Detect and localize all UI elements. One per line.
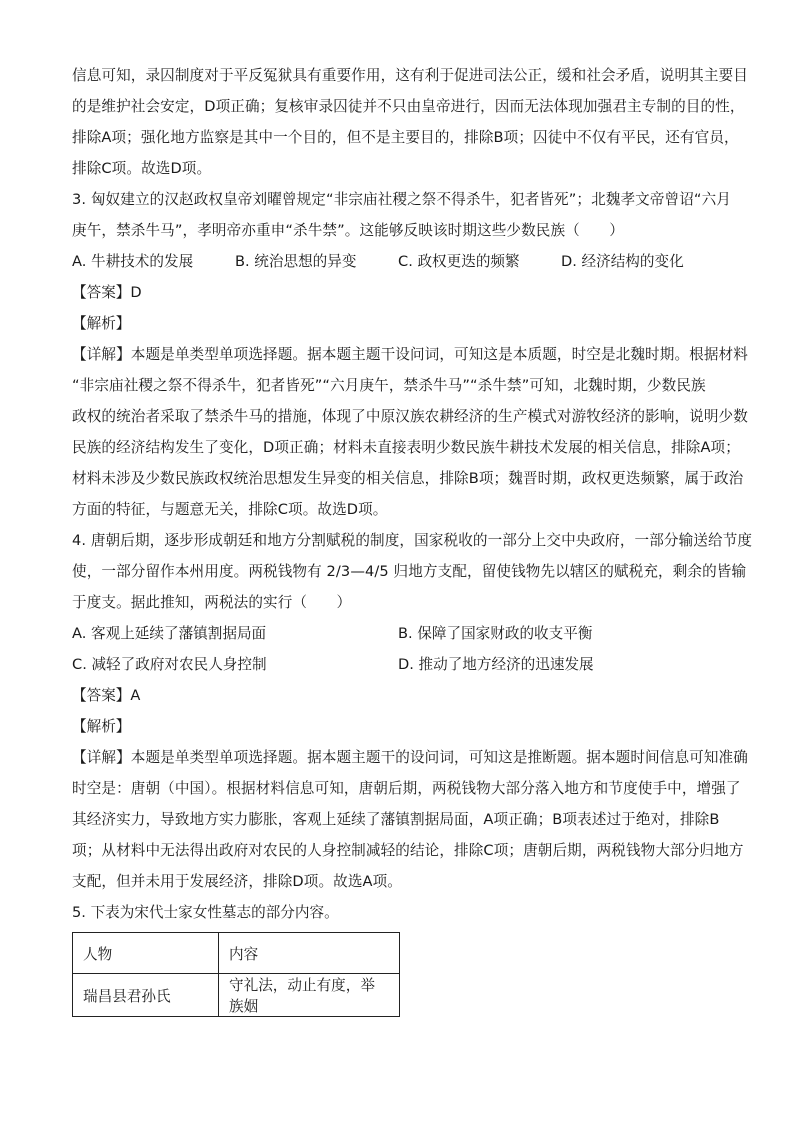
text-line: 排除A项；强化地方监察是其中一个目的，但不是主要目的，排除B项；囚徒中不仅有平民，还有官员， [72,129,739,146]
q3-detail [72,339,748,525]
text-line: 使，一部分留作本州用度。两税钱物有 2/3—4/5 归地方支配，留使钱物先以辖区的赋税充，剩余的皆输 [72,563,747,580]
q4-option-c: C. 减轻了政府对农民人身控制 [72,656,267,673]
text-line: 3. 匈奴建立的汉赵政权皇帝刘曜曾规定“非宗庙社稷之祭不得杀牛，犯者皆死”；北魏孝文帝曾诏“六月 [72,191,731,208]
text-line: 方面的特征，与题意无关，排除C项。故选D项。 [72,501,388,518]
text-line: 信息可知，录囚制度对于平反冤狱具有重要作用，这有利于促进司法公正，缓和社会矛盾，说明其主要目 [72,67,748,84]
q5-table [72,932,400,1017]
q4-option-a: A. 客观上延续了藩镇割据局面 [72,625,267,642]
q3-option-d: D. 经济结构的变化 [561,253,684,270]
text-line: 的是维护社会安定，D项正确；复核审录囚徒并不只由皇帝进行，因而无法体现加强君主专制的目的性， [72,98,745,115]
document-page [72,60,753,1017]
table-cell: 瑞昌县君孙氏 [73,974,219,1017]
text-line: 于度支。据此推知，两税法的实行（ ） [72,594,352,611]
text-line: 项；从材料中无法得出政府对农民的人身控制减轻的结论，排除C项；唐朝后期，两税钱物大部分归地方 [72,842,744,859]
q3-answer: 【答案】D [72,284,142,301]
q4-stem [72,525,753,618]
text-line: 材料未涉及少数民族政权统治思想发生异变的相关信息，排除B项；魏晋时期，政权更迭频繁，属于政治 [72,470,744,487]
q3-option-a: A. 牛耕技术的发展 [72,253,194,270]
table-header-row [73,933,400,974]
q3-analysis-label: 【解析】 [72,315,131,332]
text-line: 排除C项。故选D项。 [72,160,212,177]
q4-answer: 【答案】A [72,687,141,704]
q4-detail [72,742,748,897]
table-cell: 守礼法，动止有度，举族姻 [219,974,400,1017]
q3-stem [72,184,731,246]
text-line: “非宗庙社稷之祭不得杀牛，犯者皆死”“六月庚午，禁杀牛马”“杀牛禁”可知，北魏时期，少数民族 [72,377,706,394]
table-header-cell: 内容 [219,933,400,974]
text-line: 庚午，禁杀牛马”，孝明帝亦重申“杀牛禁”。这能够反映该时期这些少数民族（ ） [72,222,624,239]
q3-options [72,246,724,277]
text-line: 【详解】本题是单类型单项选择题。据本题主题干设问词，可知这是本质题，时空是北魏时期。根据材料 [72,346,748,363]
text-line: 时空是：唐朝（中国）。根据材料信息可知，唐朝后期，两税钱物大部分落入地方和节度使手中，增强了 [72,780,741,797]
text-line: 4. 唐朝后期，逐步形成朝廷和地方分割赋税的制度，国家税收的一部分上交中央政府，一部分输送给节度 [72,532,753,549]
q2-analysis-tail [72,60,748,184]
text-line: 民族的经济结构发生了变化，D项正确；材料未直接表明少数民族牛耕技术发展的相关信息，排除A项； [72,439,740,456]
q3-option-c: C. 政权更迭的频繁 [398,253,520,270]
q4-option-d: D. 推动了地方经济的迅速发展 [398,656,594,673]
q5-stem: 5. 下表为宋代士家女性墓志的部分内容。 [72,904,339,921]
table-row [73,974,400,1017]
q4-option-b: B. 保障了国家财政的收支平衡 [398,625,593,642]
q4-options-row-2 [72,649,724,680]
text-line: 其经济实力，导致地方实力膨胀，客观上延续了藩镇割据局面，A项正确；B项表述过于绝对，排除B [72,811,720,828]
q4-options-row-1 [72,618,724,649]
q3-option-b: B. 统治思想的异变 [235,253,357,270]
table-header-cell: 人物 [73,933,219,974]
q4-analysis-label: 【解析】 [72,718,131,735]
text-line: 【详解】本题是单类型单项选择题。据本题主题干的设问词，可知这是推断题。据本题时间信息可知准确 [72,749,748,766]
text-line: 政权的统治者采取了禁杀牛马的措施，体现了中原汉族农耕经济的生产模式对游牧经济的影响，说明少数 [72,408,748,425]
text-line: 支配，但并未用于发展经济，排除D项。故选A项。 [72,873,402,890]
